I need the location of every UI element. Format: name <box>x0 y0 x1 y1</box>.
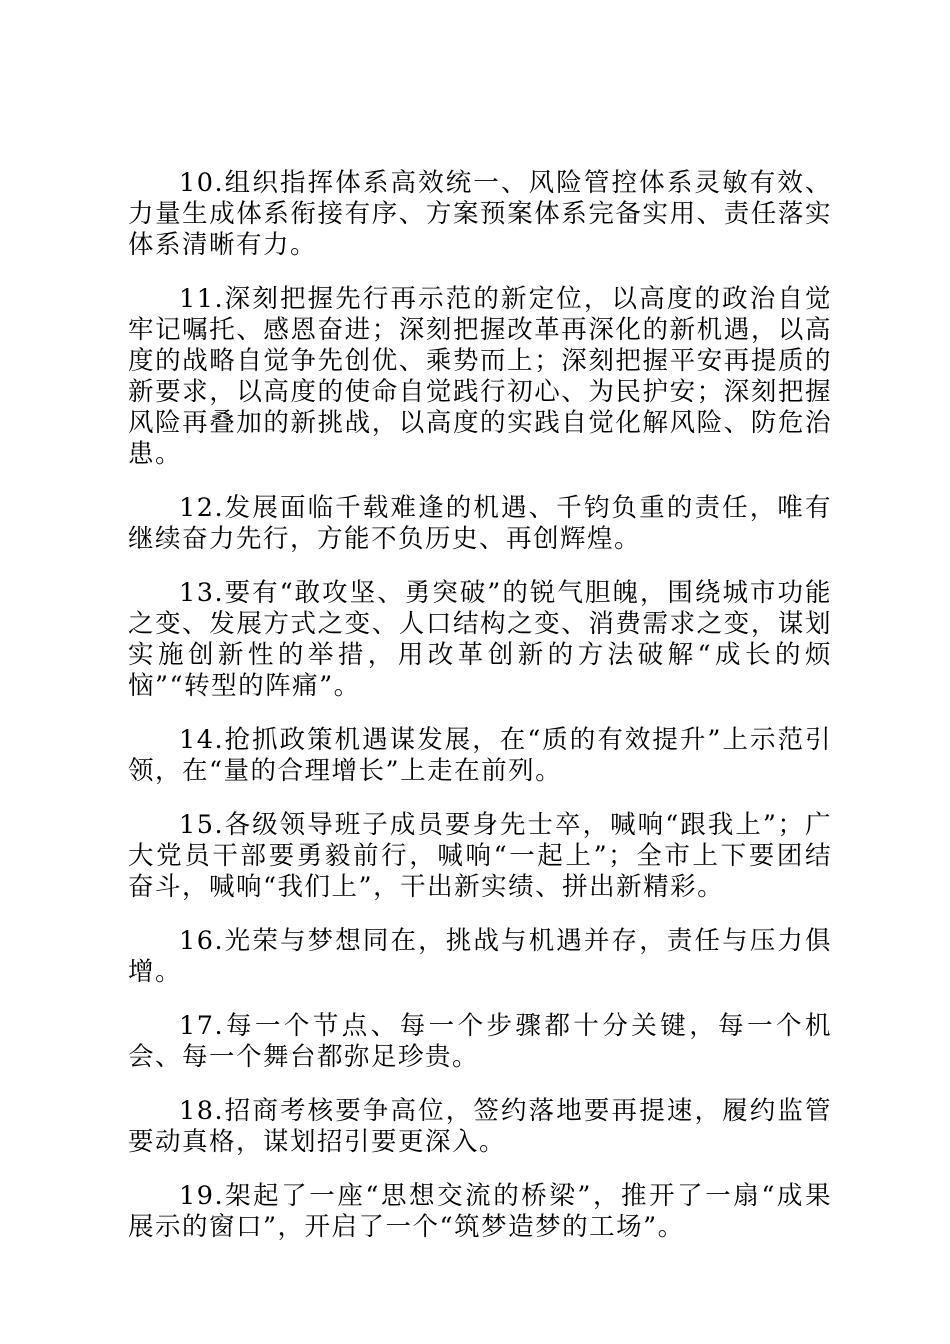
paragraph-13: 13.要有“敢攻坚、勇突破”的锐气胆魄，围绕城市功能之变、发展方式之变、人口结构之变、消费需求之变，谋划实施创新性的举措，用改革创新的方法破解“成长的烦恼”“转型的阵痛”。 <box>128 578 832 701</box>
paragraph-14: 14.抢抓政策机遇谋发展，在“质的有效提升”上示范引领，在“量的合理增长”上走在前列。 <box>128 725 832 786</box>
paragraph-17: 17.每一个节点、每一个步骤都十分关键，每一个机会、每一个舞台都弥足珍贵。 <box>128 1011 832 1072</box>
paragraph-18: 18.招商考核要争高位，签约落地要再提速，履约监管要动真格，谋划招引要更深入。 <box>128 1096 832 1157</box>
paragraph-16: 16.光荣与梦想同在，挑战与机遇并存，责任与压力俱增。 <box>128 926 832 987</box>
paragraph-15: 15.各级领导班子成员要身先士卒，喊响“跟我上”；广大党员干部要勇毅前行，喊响“一起上”；全市上下要团结奋斗，喊响“我们上”，干出新实绩、拼出新精彩。 <box>128 810 832 902</box>
document-page <box>128 168 832 1266</box>
paragraph-19: 19.架起了一座“思想交流的桥梁”，推开了一扇“成果展示的窗口”，开启了一个“筑梦造梦的工场”。 <box>128 1181 832 1242</box>
paragraph-10: 10.组织指挥体系高效统一、风险管控体系灵敏有效、力量生成体系衔接有序、方案预案体系完备实用、责任落实体系清晰有力。 <box>128 168 832 260</box>
paragraph-11: 11.深刻把握先行再示范的新定位，以高度的政治自觉牢记嘱托、感恩奋进；深刻把握改革再深化的新机遇，以高度的战略自觉争先创优、乘势而上；深刻把握平安再提质的新要求，以高度的使命自觉践行初心、为民护安；深刻把握风险再叠加的新挑战，以高度的实践自觉化解风险、防危治患。 <box>128 284 832 469</box>
paragraph-12: 12.发展面临千载难逢的机遇、千钧负重的责任，唯有继续奋力先行，方能不负历史、再创辉煌。 <box>128 493 832 554</box>
